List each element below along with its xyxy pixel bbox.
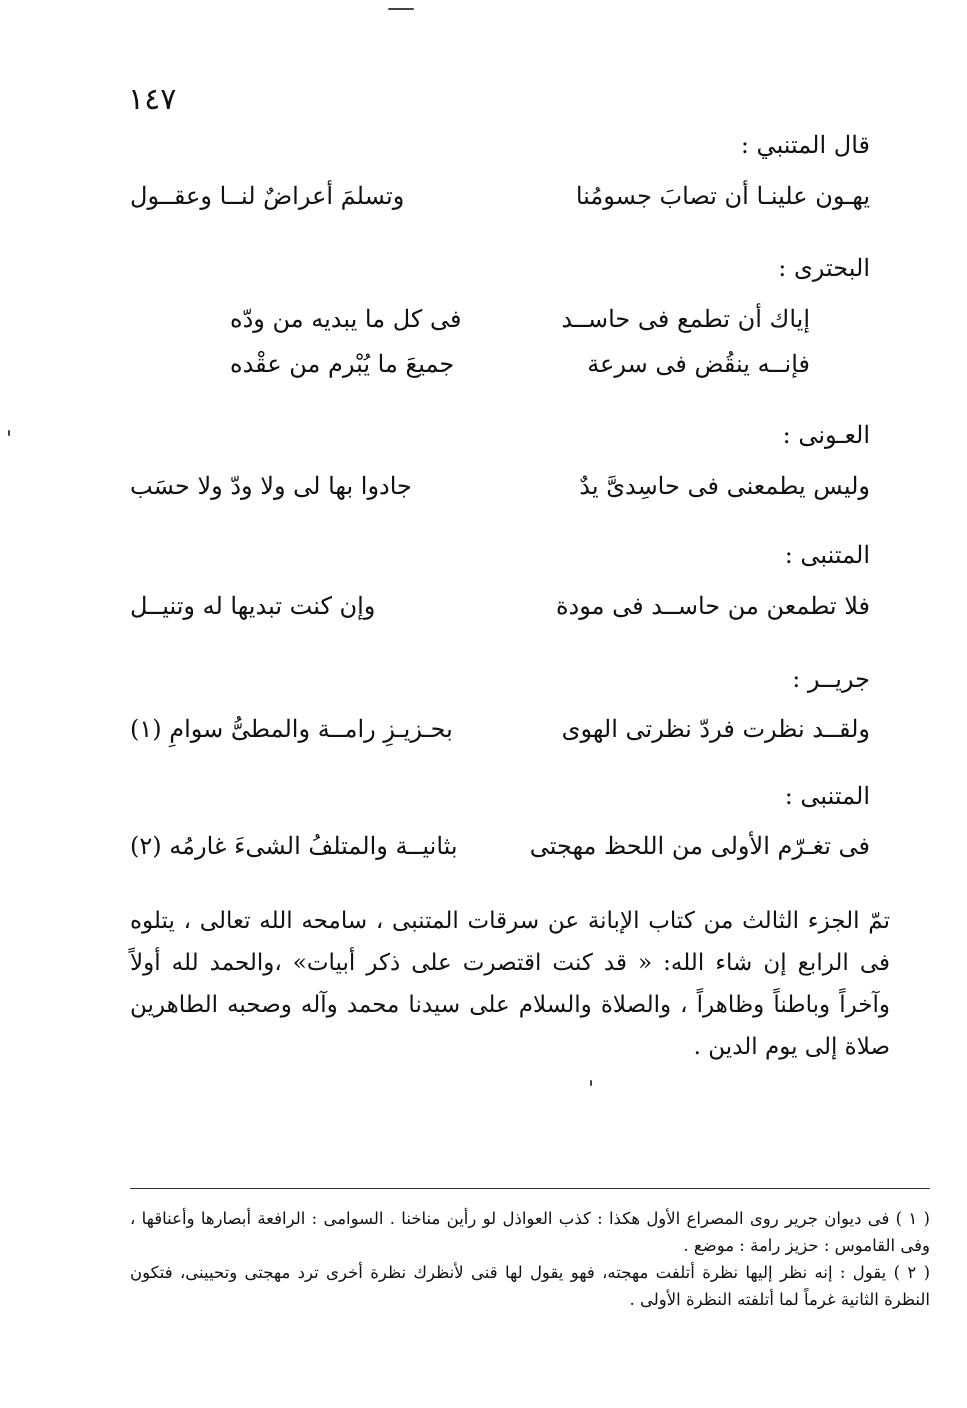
section-heading: العـونى : xyxy=(782,421,870,449)
verse-first-hemistich: يهـون علينـا أن تصابَ جسومُنا xyxy=(575,182,870,210)
verse-first-hemistich: فلا تطمعن من حاســد فى مودة xyxy=(555,592,870,620)
scan-speck xyxy=(590,1080,592,1086)
scan-speck xyxy=(8,430,10,436)
section-heading: جريــر : xyxy=(792,665,870,693)
closing-paragraph: تمّ الجزء الثالث من كتاب الإبانة عن سرقات المتنبى ، سامحه الله تعالى ، يتلوه فى الرابع إن شاء الله: « قد كنت اقتصرت على ذكر أبيات» ،والحمد لله أولاً وآخراً وباطناً وظاهراً ، والصلاة والسلام على سيدنا محمد وآله وصحبه الطاهرين صلاة إلى يوم الدين . xyxy=(130,908,890,1060)
verse-second-hemistich: فى كل ما يبديه من ودّه xyxy=(230,305,462,333)
verse-line xyxy=(130,305,870,349)
verse-first-hemistich: فإنــه ينقُض فى سرعة xyxy=(587,350,810,378)
verse-second-hemistich: بحـزيـزِ رامــة والمطىُّ سوامِ (١) xyxy=(130,715,453,743)
verse-first-hemistich: إياك أن تطمع فى حاســد xyxy=(561,305,810,333)
verse-line xyxy=(130,350,870,394)
footnote-separator xyxy=(130,1188,930,1189)
verse-first-hemistich: وليس يطمعنى فى حاسِدىَّ يدٌ xyxy=(579,472,870,500)
scan-speck xyxy=(388,8,414,10)
verse-line xyxy=(130,182,870,226)
section-heading: المتنبى : xyxy=(784,541,870,569)
section-heading: المتنبى : xyxy=(784,782,870,810)
section-heading: البحترى : xyxy=(778,254,870,282)
verse-first-hemistich: ولقــد نظرت فردّ نظرتى الهوى xyxy=(561,715,870,743)
footnote-2: ( ٢ ) يقول : إنه نظر إليها نظرة أتلفت مهجته، فهو يقول لها قنى لأنظرك نظرة أخرى ترد مهجتى وتحيينى، فتكون النظرة الثانية غرماً لما أتلفته النظرة الأولى . xyxy=(130,1263,931,1309)
verse-second-hemistich: جادوا بها لى ولا ودّ ولا حسَب xyxy=(130,472,412,500)
page-number: ١٤٧ xyxy=(128,82,177,117)
verse-first-hemistich: فى تغـرّم الأولى من اللحظ مهجتى xyxy=(529,832,870,860)
verse-second-hemistich: وإن كنت تبديها له وتنيــل xyxy=(130,592,376,620)
verse-line xyxy=(130,592,870,636)
verse-second-hemistich: جميعَ ما يُبْرم من عقْده xyxy=(230,350,455,378)
footnote-1: ( ١ ) فى ديوان جرير روى المصراع الأول هكذا : كذب العواذل لو رأين مناخنا . السوامى : الرافعة أبصارها وأعناقها ، وفى القاموس : حزيز رامة : موضع . xyxy=(130,1209,930,1255)
footnotes xyxy=(130,1205,930,1313)
verse-second-hemistich: وتسلمَ أعراضٌ لنــا وعقــول xyxy=(130,182,405,210)
verse-line xyxy=(130,832,870,876)
verse-second-hemistich: بثانيــة والمتلفُ الشىءَ غارمُه (٢) xyxy=(130,832,458,860)
section-heading: قال المتنبي : xyxy=(740,131,870,159)
verse-line xyxy=(130,715,870,759)
verse-line xyxy=(130,472,870,516)
